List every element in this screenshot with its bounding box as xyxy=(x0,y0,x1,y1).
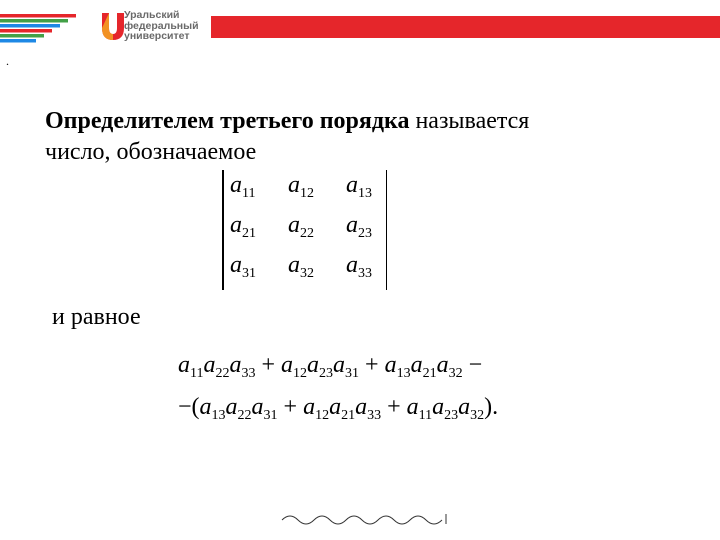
determinant-element-22: $a_{22}$ xyxy=(288,212,314,241)
definition-rest: называется xyxy=(409,108,530,134)
determinant-element-13: $a_{13}$ xyxy=(346,172,372,201)
determinant-element-23: $a_{23}$ xyxy=(346,212,372,241)
formula-line-2: $-(a_{13}a_{22}a_{31} + a_{12}a_{21}a_{33} + a_{11}a_{23}a_{32})$. xyxy=(178,394,499,423)
definition-text xyxy=(45,106,665,168)
and-equal-text: и равное xyxy=(52,304,141,330)
determinant-element-32: $a_{32}$ xyxy=(288,252,314,281)
color-stripes-logo xyxy=(0,14,76,44)
formula-line-1: $a_{11}a_{22}a_{33} + a_{12}a_{23}a_{31} + a_{13}a_{21}a_{32}$ − xyxy=(178,352,483,381)
university-line-2: федеральный xyxy=(124,19,199,32)
determinant-matrix xyxy=(222,170,387,290)
determinant-right-bar xyxy=(386,170,388,290)
definition-line-2: число, обозначаемое xyxy=(45,139,257,165)
determinant-element-12: $a_{12}$ xyxy=(288,172,314,201)
determinant-element-11: $a_{11}$ xyxy=(230,172,256,201)
slide-marker: . xyxy=(6,54,9,68)
header-red-bar xyxy=(211,16,720,38)
definition-bold: Определителем третьего порядка xyxy=(45,108,410,134)
university-line-3: университет xyxy=(124,30,190,42)
footer-scribble xyxy=(280,508,450,526)
university-line-1: Уральский xyxy=(124,9,180,21)
determinant-element-31: $a_{31}$ xyxy=(230,252,256,281)
determinant-element-33: $a_{33}$ xyxy=(346,252,372,281)
determinant-left-bar xyxy=(222,170,224,290)
determinant-element-21: $a_{21}$ xyxy=(230,212,256,241)
university-name xyxy=(124,10,199,42)
